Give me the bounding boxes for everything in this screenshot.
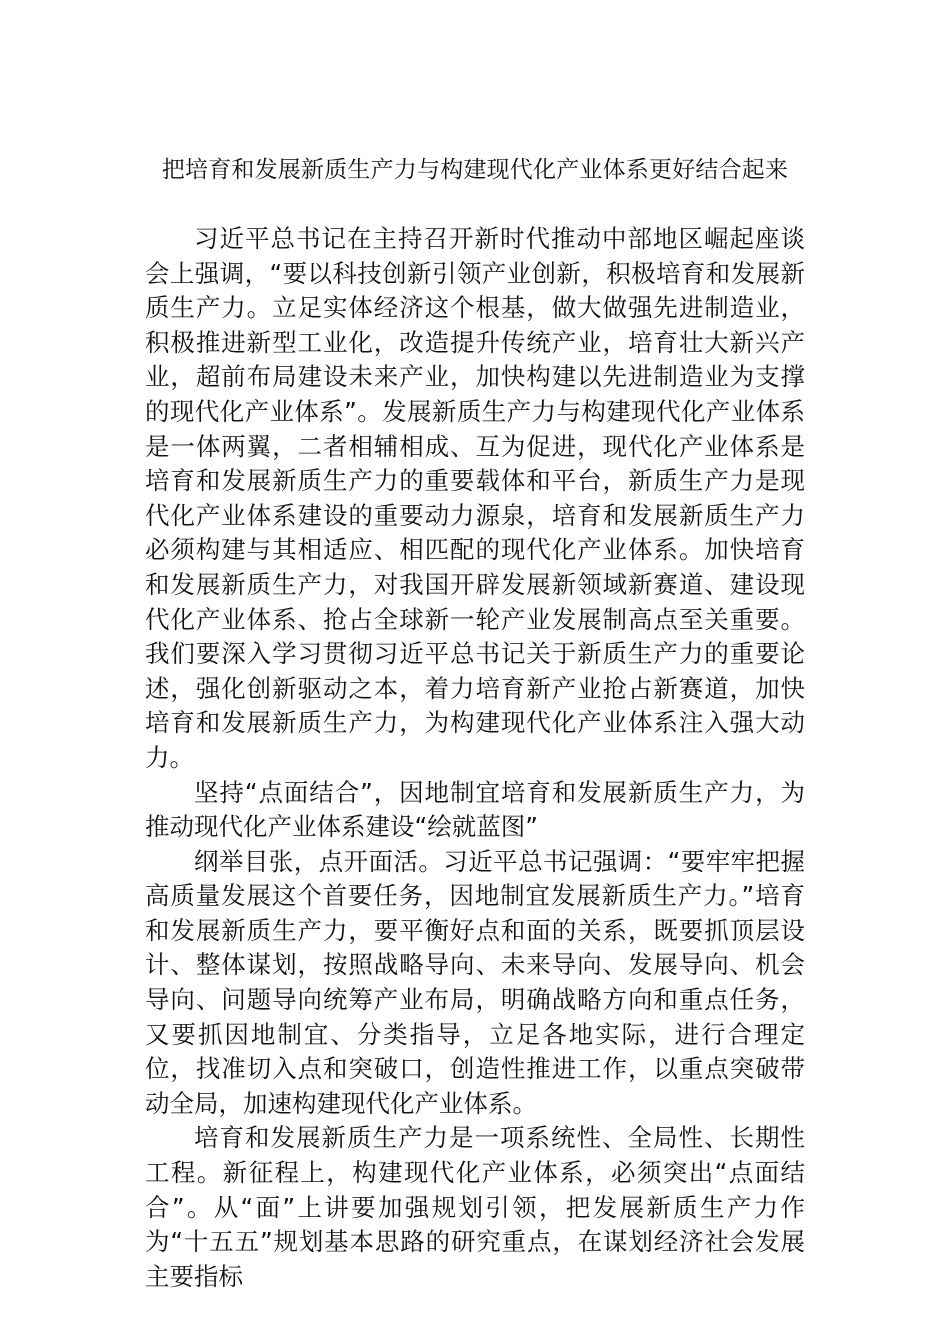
paragraph-section-2: 培育和发展新质生产力是一项系统性、全局性、长期性工程。新征程上，构建现代化产业体系，必须突出“点面结合”。从“面”上讲要加强规划引领，把发展新质生产力作为“十五五”规划基本思路的研究重点，在谋划经济社会发展主要指标 xyxy=(145,1123,805,1291)
document-title: 把培育和发展新质生产力与构建现代化产业体系更好结合起来 xyxy=(161,157,789,183)
document-body xyxy=(145,222,805,1294)
paragraph-section-1: 纲举目张，点开面活。习近平总书记强调：“要牢牢把握高质量发展这个首要任务，因地制宜发展新质生产力。”培育和发展新质生产力，要平衡好点和面的关系，既要抓顶层设计、整体谋划，按照战略导向、未来导向、发展导向、机会导向、问题导向统筹产业布局，明确战略方向和重点任务，又要抓因地制宜、分类指导，立足各地实际，进行合理定位，找准切入点和突破口，创造性推进工作，以重点突破带动全局，加速构建现代化产业体系。 xyxy=(145,846,805,1118)
section-heading: 坚持“点面结合”，因地制宜培育和发展新质生产力，为推动现代化产业体系建设“绘就蓝图” xyxy=(145,777,805,842)
paragraph-intro: 习近平总书记在主持召开新时代推动中部地区崛起座谈会上强调，“要以科技创新引领产业创新，积极培育和发展新质生产力。立足实体经济这个根基，做大做强先进制造业，积极推进新型工业化，改造提升传统产业，培育壮大新兴产业，超前布局建设未来产业，加快构建以先进制造业为支撑的现代化产业体系”。发展新质生产力与构建现代化产业体系是一体两翼，二者相辅相成、互为促进，现代化产业体系是培育和发展新质生产力的重要载体和平台，新质生产力是现代化产业体系建设的重要动力源泉，培育和发展新质生产力必须构建与其相适应、相匹配的现代化产业体系。加快培育和发展新质生产力，对我国开辟发展新领域新赛道、建设现代化产业体系、抢占全球新一轮产业发展制高点至关重要。我们要深入学习贯彻习近平总书记关于新质生产力的重要论述，强化创新驱动之本，着力培育新产业抢占新赛道，加快培育和发展新质生产力，为构建现代化产业体系注入强大动力。 xyxy=(145,224,805,772)
